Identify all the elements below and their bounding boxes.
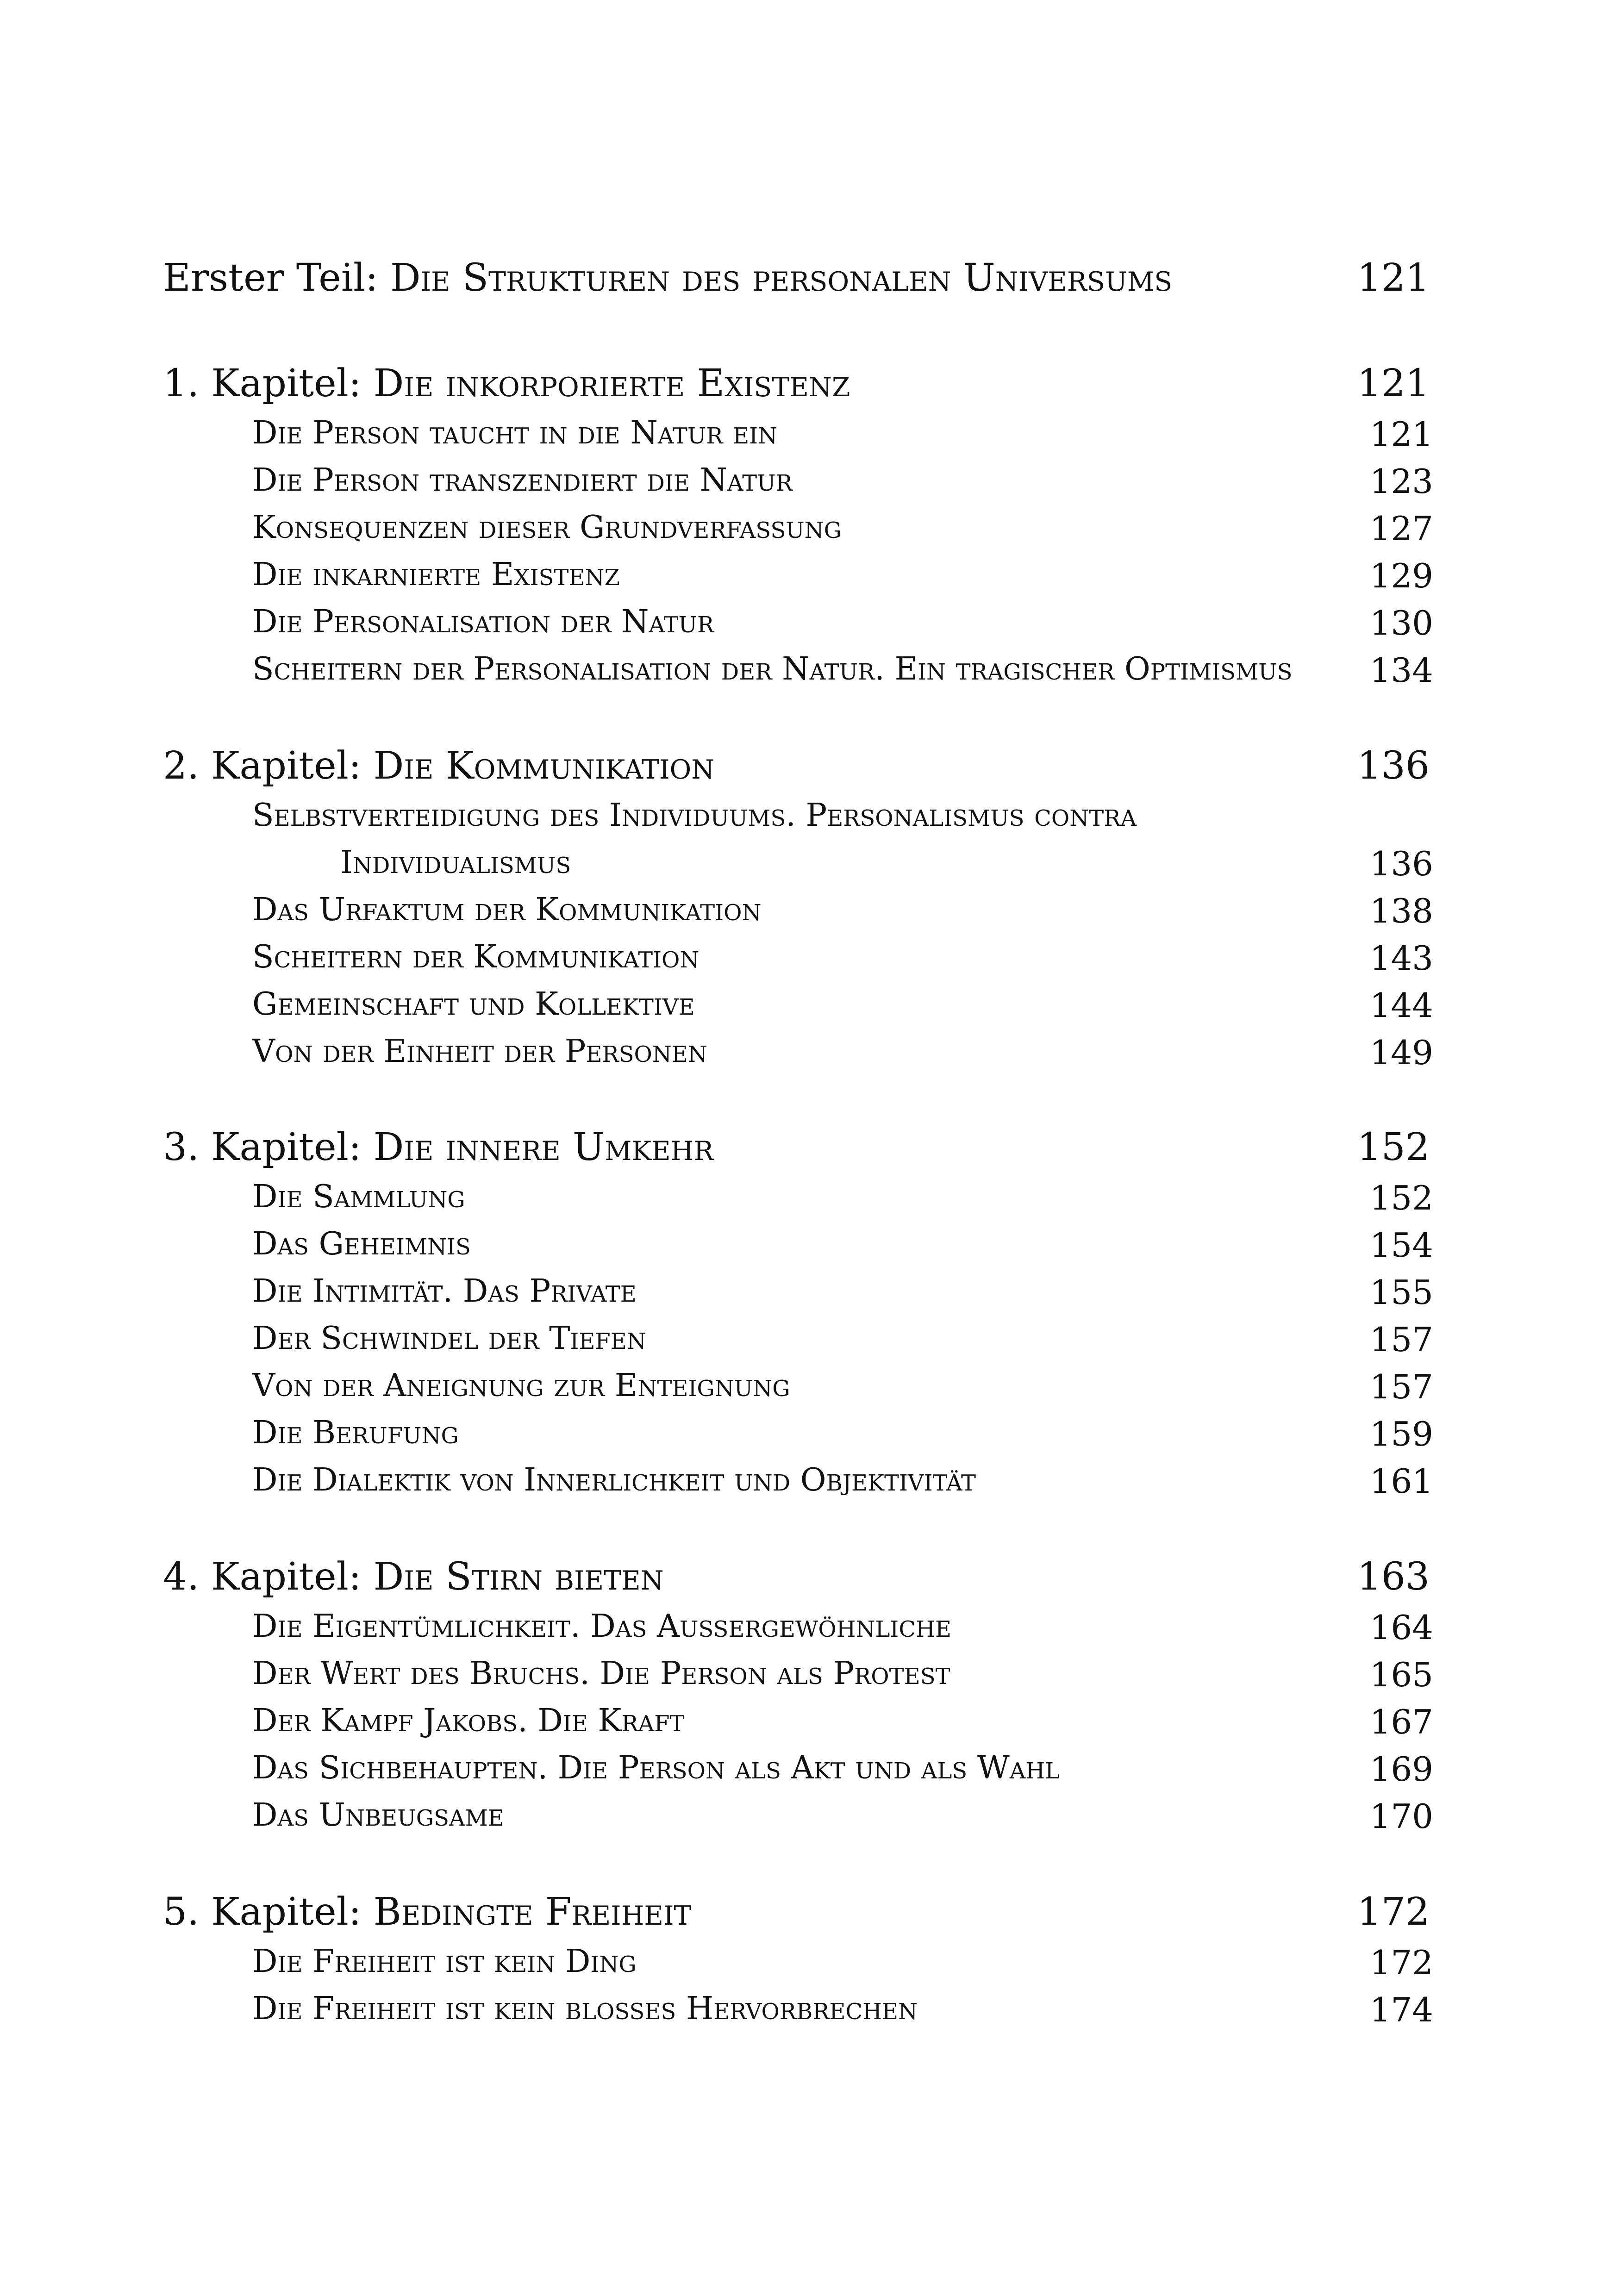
section-title: Gemeinschaft und Kollektive	[252, 986, 695, 1023]
chapter-4-title	[163, 1555, 664, 1599]
section-title: Scheitern der Personalisation der Natur. Ein tragischer Optimismus	[252, 651, 1293, 687]
chapter-5-title-text: Bedingte Freiheit	[373, 1890, 692, 1934]
toc-section	[0, 1987, 1624, 2042]
section-title: Die Eigentümlichkeit. Das Aussergewöhnliche	[252, 1608, 951, 1645]
section-title: Von der Einheit der Personen	[252, 1033, 707, 1070]
part-title-text: Die Strukturen des personalen Universums	[390, 256, 1173, 300]
section-page: 144	[1369, 986, 1433, 1025]
section-title: Scheitern der Kommunikation	[252, 939, 700, 975]
section-title: Von der Aneignung zur Enteignung	[252, 1367, 790, 1404]
section-page: 172	[1369, 1943, 1433, 1982]
section-page: 165	[1369, 1655, 1433, 1694]
chapter-4-page: 163	[1357, 1555, 1430, 1599]
section-title: Der Kampf Jakobs. Die Kraft	[252, 1703, 685, 1739]
chapter-3-title-text: Die innere Umkehr	[373, 1125, 714, 1169]
section-title: Die Berufung	[252, 1415, 459, 1451]
section-page: 157	[1369, 1367, 1433, 1406]
chapter-2-label: 2. Kapitel:	[163, 744, 362, 788]
section-page: 136	[1369, 844, 1433, 883]
section-page: 143	[1369, 939, 1433, 978]
toc-section	[0, 1458, 1624, 1514]
section-title-continuation: Individualismus	[340, 844, 571, 881]
section-page: 149	[1369, 1033, 1433, 1072]
chapter-1-label: 1. Kapitel:	[163, 362, 362, 405]
section-page: 129	[1369, 556, 1433, 595]
section-page: 138	[1369, 892, 1433, 930]
toc-chapter-3	[0, 1124, 1624, 1179]
chapter-1-title	[163, 362, 850, 405]
section-title: Die Freiheit ist kein Ding	[252, 1943, 637, 1980]
toc-section	[0, 647, 1624, 703]
chapter-3-page: 152	[1357, 1125, 1430, 1169]
toc-chapter-4	[0, 1553, 1624, 1609]
section-title: Die Sammlung	[252, 1179, 465, 1215]
section-page: 161	[1369, 1462, 1433, 1501]
section-title: Konsequenzen dieser Grundverfassung	[252, 509, 842, 546]
section-title: Die inkarnierte Existenz	[252, 556, 620, 593]
section-title: Der Schwindel der Tiefen	[252, 1320, 646, 1357]
section-page: 159	[1369, 1415, 1433, 1453]
chapter-4-label: 4. Kapitel:	[163, 1555, 362, 1599]
section-page: 130	[1369, 604, 1433, 642]
section-page: 164	[1369, 1608, 1433, 1647]
chapter-2-page: 136	[1357, 744, 1430, 788]
toc-section	[0, 1793, 1624, 1849]
section-page: 169	[1369, 1750, 1433, 1789]
toc-part-heading	[0, 255, 1624, 310]
section-page: 127	[1369, 509, 1433, 548]
chapter-3-title	[163, 1125, 714, 1169]
section-page: 174	[1369, 1990, 1433, 2029]
chapter-2-title-text: Die Kommunikation	[373, 744, 715, 788]
chapter-5-page: 172	[1357, 1890, 1430, 1934]
chapter-4-title-text: Die Stirn bieten	[373, 1555, 664, 1599]
section-title: Das Urfaktum der Kommunikation	[252, 892, 762, 928]
chapter-3-label: 3. Kapitel:	[163, 1125, 362, 1169]
section-page: 152	[1369, 1179, 1433, 1217]
section-title: Die Freiheit ist kein blosses Hervorbrechen	[252, 1990, 918, 2027]
section-title: Die Dialektik von Innerlichkeit und Objektivität	[252, 1462, 976, 1498]
section-page: 155	[1369, 1273, 1433, 1312]
toc-chapter-2	[0, 742, 1624, 798]
toc-part-page: 121	[1357, 256, 1430, 300]
section-page: 121	[1369, 415, 1433, 454]
section-title: Das Sichbehaupten. Die Person als Akt und als Wahl	[252, 1750, 1060, 1786]
section-title: Die Personalisation der Natur	[252, 604, 714, 640]
section-title: Die Intimität. Das Private	[252, 1273, 637, 1310]
chapter-1-title-text: Die inkorporierte Existenz	[373, 362, 850, 405]
chapter-5-label: 5. Kapitel:	[163, 1890, 362, 1934]
chapter-2-title	[163, 744, 715, 788]
toc-section	[0, 1029, 1624, 1085]
section-title: Der Wert des Bruchs. Die Person als Protest	[252, 1655, 950, 1692]
toc-chapter-5	[0, 1889, 1624, 1944]
toc-chapter-1	[0, 360, 1624, 416]
chapter-5-title	[163, 1890, 692, 1934]
section-title: Selbstverteidigung des Individuums. Personalismus contra	[252, 797, 1137, 834]
section-page: 170	[1369, 1797, 1433, 1836]
section-page: 123	[1369, 462, 1433, 501]
section-title: Das Unbeugsame	[252, 1797, 504, 1834]
section-title: Die Person taucht in die Natur ein	[252, 415, 778, 451]
section-page: 157	[1369, 1320, 1433, 1359]
part-label: Erster Teil:	[163, 256, 378, 300]
section-page: 167	[1369, 1703, 1433, 1741]
toc-part-title	[163, 256, 1173, 300]
section-page: 134	[1369, 651, 1433, 690]
section-title: Die Person transzendiert die Natur	[252, 462, 793, 499]
section-title: Das Geheimnis	[252, 1226, 471, 1262]
chapter-1-page: 121	[1357, 362, 1430, 405]
section-page: 154	[1369, 1226, 1433, 1265]
